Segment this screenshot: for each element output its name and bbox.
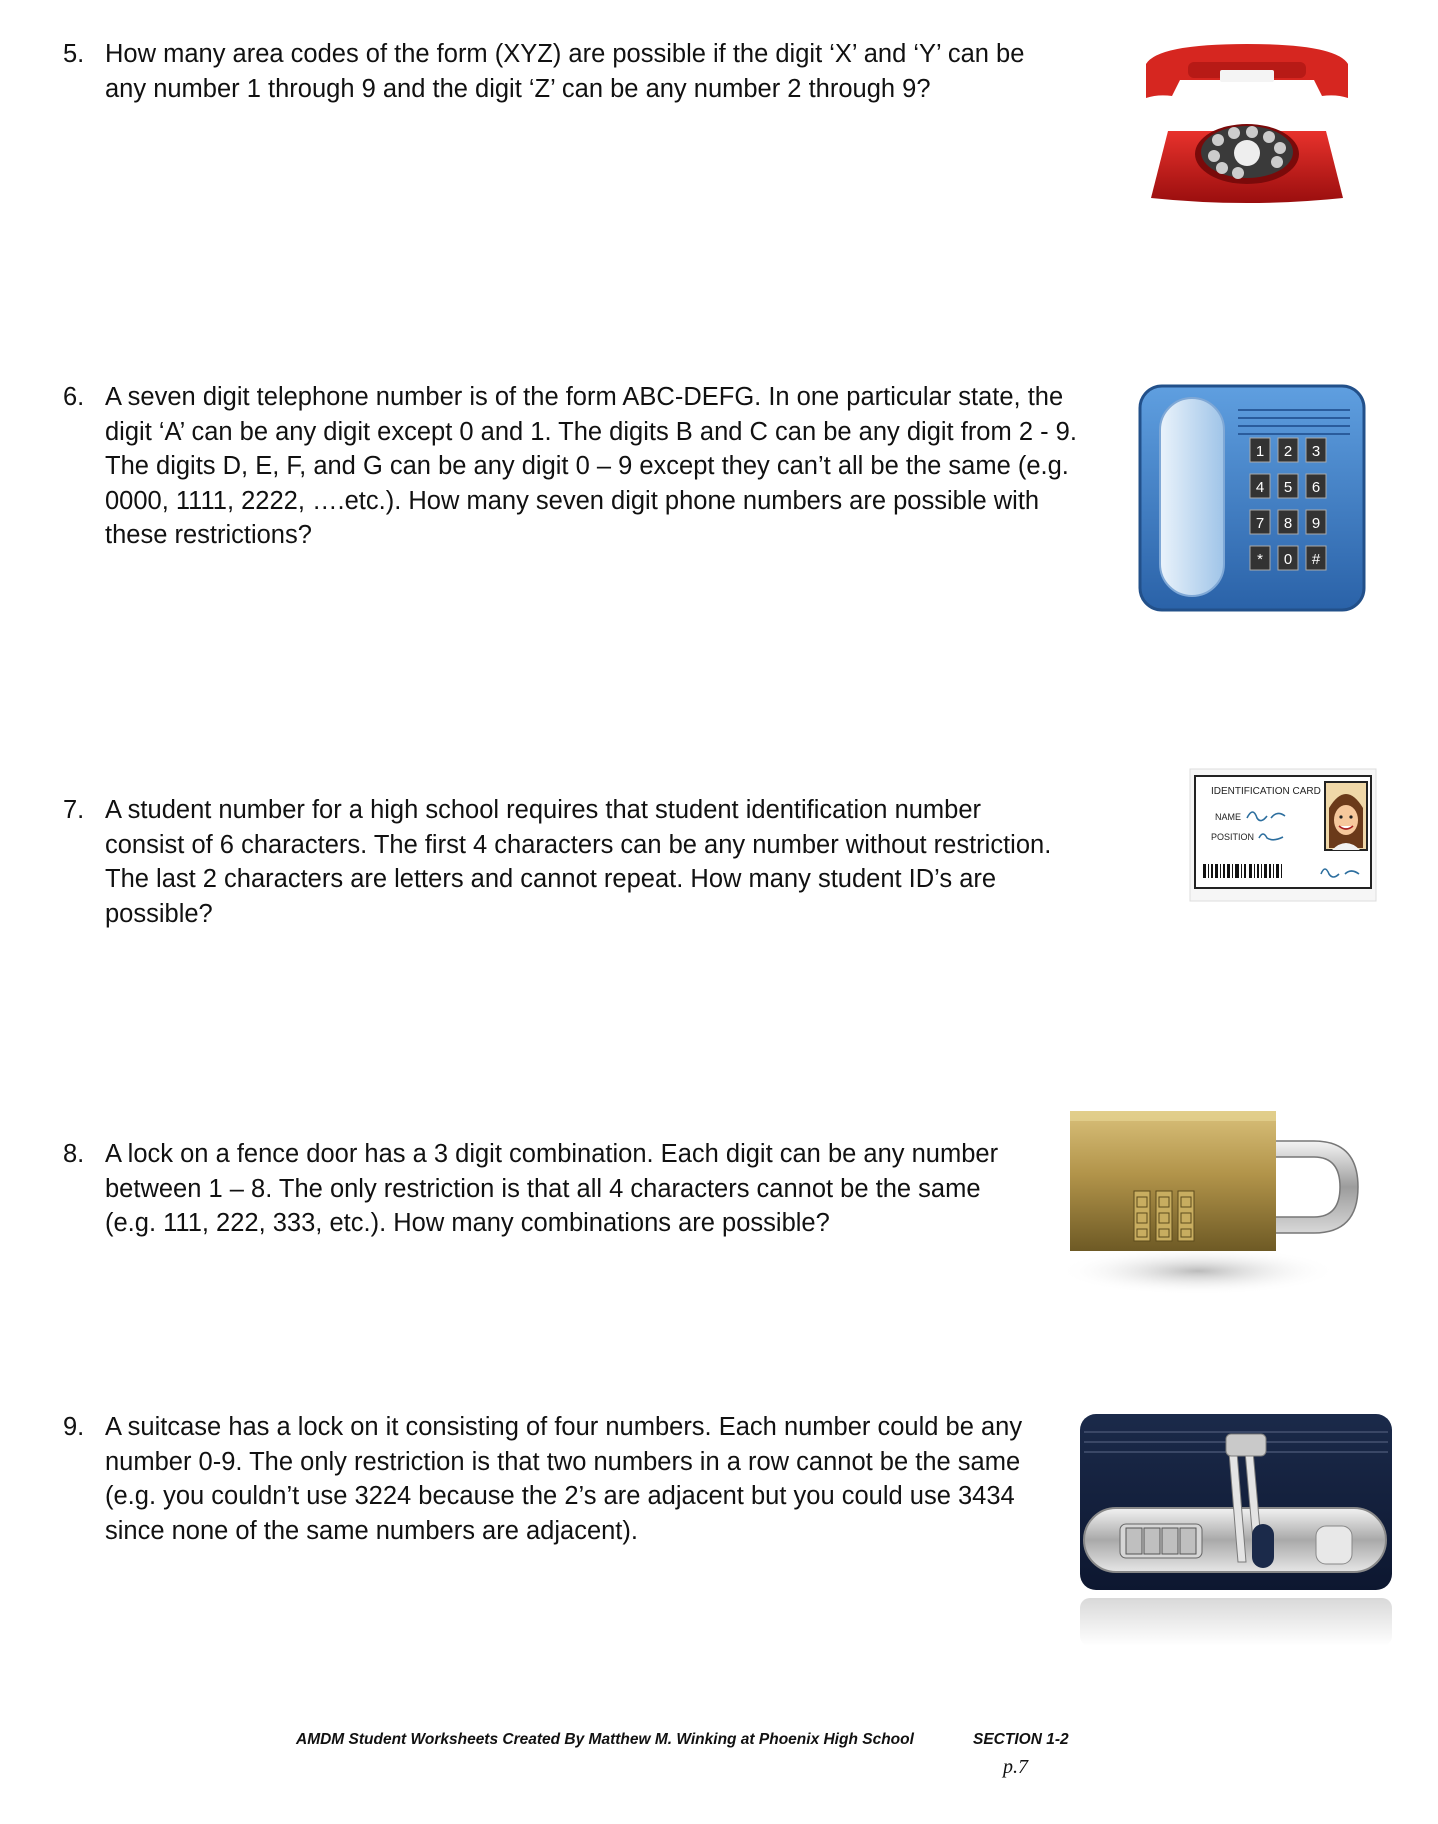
question-line: A suitcase has a lock on it consisting of four numbers. Each number could be any <box>105 1413 1023 1441</box>
id-card-name-label: NAME <box>1215 812 1242 822</box>
red-rotary-telephone-image <box>1138 36 1356 206</box>
footer-credit: AMDM Student Worksheets Created By Matthew M. Winking at Phoenix High School <box>296 1731 914 1748</box>
keypad-key: 5 <box>1283 479 1293 496</box>
question-line: The digits D, E, F, and G can be any digit 0 – 9 except they can’t all be the same (e.g. <box>105 452 1069 480</box>
question-text <box>105 793 1051 931</box>
keypad-key: 0 <box>1283 551 1293 568</box>
question-text <box>105 1137 998 1241</box>
blue-push-button-telephone-image <box>1138 384 1366 612</box>
question-text <box>105 1410 1022 1548</box>
keypad-key: 9 <box>1311 515 1321 532</box>
id-card-title: IDENTIFICATION CARD <box>1211 786 1321 797</box>
question-line: The last 2 characters are letters and cannot repeat. How many student ID’s are <box>105 865 997 893</box>
keypad-key: 2 <box>1283 443 1293 460</box>
question-number: 8. <box>63 1140 85 1168</box>
question-line: 0000, 1111, 2222, ….etc.). How many seven digit phone numbers are possible with <box>105 486 1040 515</box>
question-line: these restrictions? <box>105 521 312 549</box>
question-line: number 0-9. The only restriction is that two numbers in a row cannot be the same <box>105 1447 1021 1476</box>
question-line: A seven digit telephone number is of the form ABC-DEFG. In one particular state, the <box>105 383 1064 411</box>
question-text <box>105 37 1024 106</box>
keypad-key: 7 <box>1255 515 1265 532</box>
question-line: A student number for a high school requires that student identification number <box>105 796 982 824</box>
question-line: (e.g. you couldn’t use 3224 because the 2’s are adjacent but you could use 3434 <box>105 1482 1015 1510</box>
keypad-key: * <box>1257 551 1263 568</box>
page-number: p.7 <box>1003 1756 1028 1778</box>
id-card-position-label: POSITION <box>1211 832 1255 842</box>
question-number: 9. <box>63 1413 85 1441</box>
question-number: 5. <box>63 40 85 68</box>
keypad-key: 3 <box>1311 443 1321 460</box>
question-line: possible? <box>105 899 213 928</box>
combination-padlock-image <box>1068 1105 1408 1305</box>
question-number: 7. <box>63 796 85 824</box>
keypad-key: 8 <box>1283 515 1293 532</box>
question-text <box>105 380 1077 553</box>
suitcase-combination-lock-image <box>1078 1412 1394 1648</box>
question-number: 6. <box>63 383 85 411</box>
combination-wheels <box>1134 1191 1194 1241</box>
keypad-key: 6 <box>1311 479 1321 496</box>
identification-card-image <box>1189 768 1377 902</box>
question-line: How many area codes of the form (XYZ) are possible if the digit ‘X’ and ‘Y’ can be <box>105 40 1025 68</box>
question-line: since none of the same numbers are adjacent). <box>105 1516 638 1545</box>
question-line: consist of 6 characters. The first 4 characters can be any number without restriction. <box>105 830 1052 859</box>
keypad-key: 4 <box>1255 479 1265 496</box>
keypad-key: 1 <box>1255 443 1265 460</box>
question-line: between 1 – 8. The only restriction is that all 4 characters cannot be the same <box>105 1174 981 1203</box>
question-line: any number 1 through 9 and the digit ‘Z’ can be any number 2 through 9? <box>105 74 931 103</box>
question-line: digit ‘A’ can be any digit except 0 and 1. The digits B and C can be any digit from 2 - 9. <box>105 417 1077 446</box>
question-line: (e.g. 111, 222, 333, etc.). How many combinations are possible? <box>105 1209 830 1237</box>
question-line: A lock on a fence door has a 3 digit combination. Each digit can be any number <box>105 1140 999 1168</box>
footer-section: SECTION 1-2 <box>973 1731 1069 1748</box>
keypad-key: # <box>1311 551 1321 568</box>
